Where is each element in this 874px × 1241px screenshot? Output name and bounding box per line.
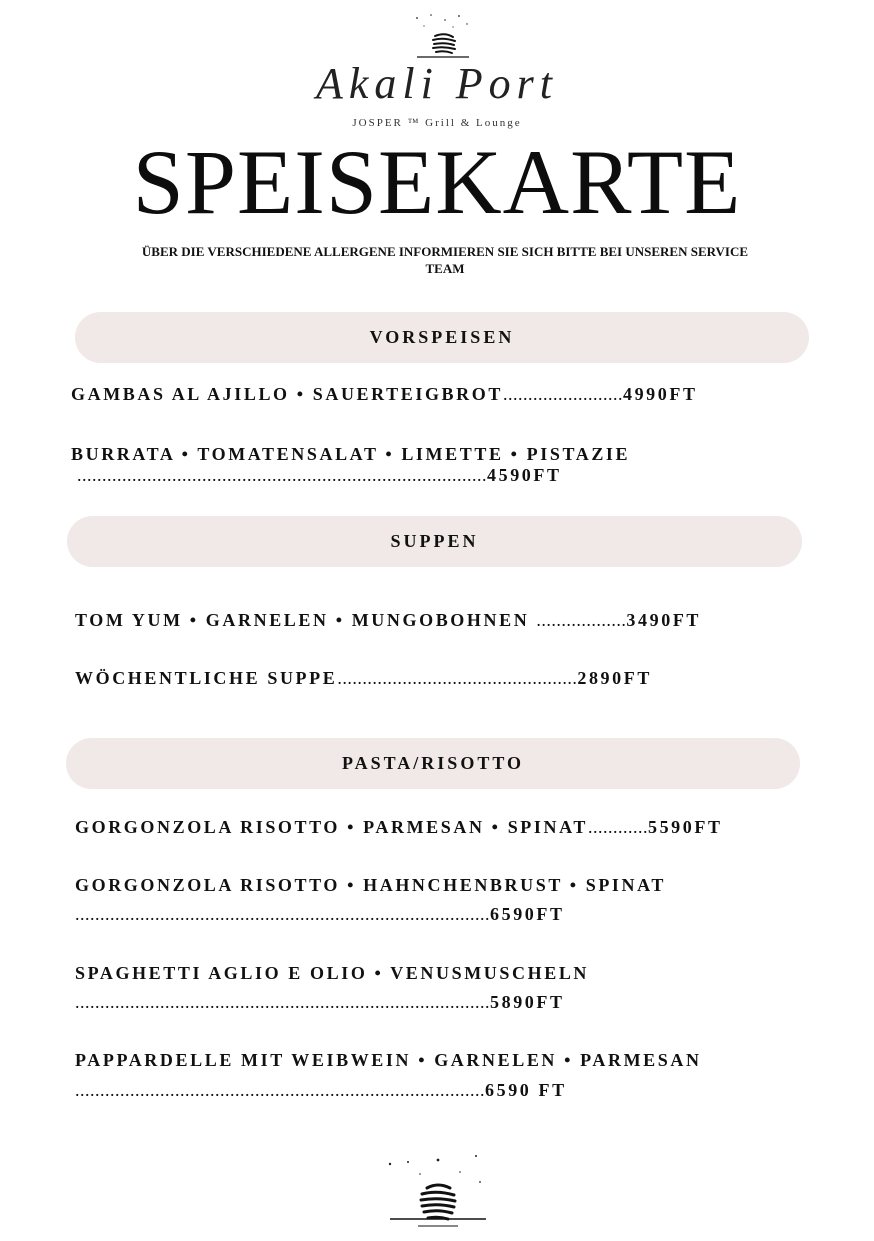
item-dots: ...................................................................................	[75, 992, 490, 1012]
menu-item-name-line	[75, 875, 666, 896]
tagline: JOSPER ™ Grill & Lounge	[352, 117, 522, 129]
item-name: SPAGHETTI AGLIO E OLIO • VENUSMUSCHELN	[75, 963, 590, 983]
menu-item-price-line	[75, 1080, 567, 1101]
allergen-notice	[95, 243, 795, 277]
allergen-notice-line2: TEAM	[425, 261, 465, 276]
menu-item	[75, 668, 652, 689]
item-name: WÖCHENTLICHE SUPPE	[75, 668, 338, 688]
sunset-emblem-icon	[407, 12, 477, 62]
menu-item	[75, 817, 723, 838]
section-title: SUPPEN	[390, 531, 479, 551]
item-dots: ..................................................................................	[75, 1080, 485, 1100]
menu-item-price-line	[77, 465, 562, 486]
item-name: TOM YUM • GARNELEN • MUNGOBOHNEN	[75, 610, 537, 630]
section-title: VORSPEISEN	[369, 327, 515, 347]
item-price: 3490FT	[626, 610, 702, 630]
menu-item-price-line	[75, 992, 565, 1013]
item-dots: ..................................................................................	[77, 465, 487, 485]
item-price: 4990FT	[622, 384, 698, 404]
menu-item	[75, 610, 701, 631]
section-header-suppen	[67, 516, 802, 567]
menu-item-name-line	[75, 963, 589, 984]
section-header-vorspeisen	[75, 312, 809, 363]
item-dots: ...................................................................................	[75, 904, 490, 924]
brand-logo-text: Akali Port	[315, 59, 559, 108]
menu-item	[71, 384, 698, 405]
item-price: 4590FT	[487, 465, 562, 485]
item-price: 6590FT	[490, 904, 565, 924]
section-header-pasta-risotto	[66, 738, 800, 789]
item-price: 5890FT	[490, 992, 565, 1012]
menu-item-name-line	[75, 1050, 702, 1071]
item-name: GAMBAS AL AJILLO • SAUERTEIGBROT	[71, 384, 503, 404]
item-price: 6590 FT	[485, 1080, 567, 1100]
section-title: PASTA/RISOTTO	[341, 753, 525, 773]
page-title: SPEISEKARTE	[132, 131, 742, 233]
item-name: GORGONZOLA RISOTTO • HAHNCHENBRUST • SPINAT	[75, 875, 667, 895]
allergen-notice-line1: ÜBER DIE VERSCHIEDENE ALLERGENE INFORMIEREN SIE SICH BITTE BEI UNSEREN SERVICE	[141, 244, 749, 259]
item-name: PAPPARDELLE MIT WEIBWEIN • GARNELEN • PARMESAN	[75, 1050, 702, 1070]
item-name: BURRATA • TOMATENSALAT • LIMETTE • PISTAZIE	[71, 444, 631, 464]
item-dots: ............	[587, 817, 648, 837]
menu-item-name-line	[71, 444, 630, 465]
item-dots: ................................................	[337, 668, 578, 688]
item-price: 2890FT	[577, 668, 652, 688]
item-name: GORGONZOLA RISOTTO • PARMESAN • SPINAT	[75, 817, 588, 837]
item-price: 5590FT	[647, 817, 723, 837]
sunset-emblem-icon	[380, 1150, 495, 1235]
item-dots: ........................	[502, 384, 623, 404]
menu-item-price-line	[75, 904, 565, 925]
item-dots: ..................	[536, 610, 627, 630]
